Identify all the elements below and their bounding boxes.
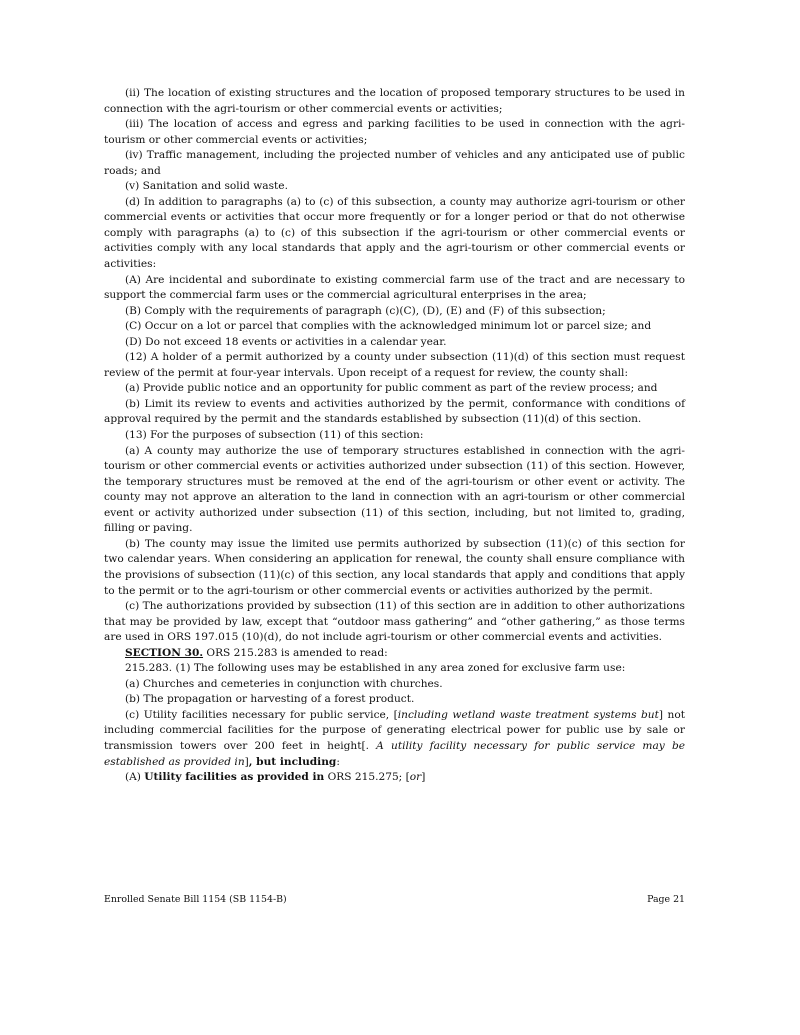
paragraph (104, 708, 685, 770)
paragraph (104, 319, 685, 335)
paragraph-run: (a) Churches and cemeteries in conjunction with churches. (125, 677, 443, 690)
footer-page-number: Page 21 (647, 894, 685, 905)
paragraph (104, 195, 685, 273)
paragraph-run: or (409, 771, 422, 784)
paragraph (104, 428, 685, 444)
paragraph (104, 599, 685, 646)
paragraph-run: (A) Are incidental and subordinate to existing commercial farm use of the tract and are necessary to support the commercial farm uses or the commercial agricultural enterprises in the area; (104, 273, 685, 302)
paragraph-run: Utility facilities as provided in (144, 771, 325, 784)
paragraph (104, 117, 685, 148)
paragraph (104, 444, 685, 537)
paragraph-run: ORS 215.283 is amended to read: (203, 646, 388, 659)
section-heading: SECTION 30. (125, 646, 204, 659)
paragraph-run: (12) A holder of a permit authorized by a county under subsection (11)(d) of this section must request review of the permit at four-year intervals. Upon receipt of a request for review, the county shall: (104, 351, 685, 379)
paragraph (104, 646, 685, 662)
paragraph-run: (a) Provide public notice and an opportunity for public comment as part of the review process; and (125, 382, 658, 395)
paragraph (104, 273, 685, 304)
paragraph-run: including wetland waste treatment systems but (397, 708, 659, 721)
paragraph-run: (C) Occur on a lot or parcel that complies with the acknowledged minimum lot or parcel size; and (125, 320, 652, 333)
paragraph-run: (c) The authorizations provided by subsection (11) of this section are in addition to other authorizations that may be provided by law, except that “outdoor mass gathering” and “other gathering,” as those terms are used in ORS 197.015 (10)(d), do not include agri-tourism or other commercial events and activities. (104, 600, 685, 644)
paragraph-run: (iii) The location of access and egress and parking facilities to be used in connection with the agri-tourism or other commercial events or activities; (104, 118, 685, 146)
paragraph-run: , but including (248, 755, 337, 768)
paragraph-run: : (336, 755, 340, 768)
paragraph-run: (c) Utility facilities necessary for public service, [ (125, 708, 398, 721)
paragraph-run: (a) A county may authorize the use of temporary structures established in connection with the agri-tourism or other commercial events or activities authorized under subsection (11) of this section. However, the temporary structures must be removed at the end of the agri-tourism or other event or activity. The county may not approve an alteration to the land in connection with an agri-tourism or other commercial event or activity authorized under subsection (11) of this section, including, but not limited to, grading, filling or paving. (104, 444, 685, 535)
paragraph-run: (b) Limit its review to events and activities authorized by the permit, conformance with conditions of approval required by the permit and the standards established by subsection (11)(d) of this section. (104, 397, 685, 426)
paragraph-run: ] (421, 771, 426, 784)
paragraph-run: ] not including commercial facilities for the purpose of generating electrical power for public use by sale or transmission towers over 200 feet in height[. (104, 708, 685, 752)
paragraph (104, 770, 685, 786)
paragraph (104, 335, 685, 351)
paragraph (104, 537, 685, 599)
paragraph-run: A utility facility necessary for public service may be established as provided in (104, 739, 685, 768)
paragraph (104, 677, 685, 693)
paragraph (104, 86, 685, 117)
paragraph-run: (A) (125, 771, 145, 784)
footer-bill-name: Enrolled Senate Bill 1154 (SB 1154-B) (104, 894, 287, 905)
paragraph-run: (D) Do not exceed 18 events or activities in a calendar year. (125, 335, 447, 348)
page-footer (104, 894, 685, 905)
paragraph (104, 692, 685, 708)
paragraph-run: ] (244, 755, 249, 768)
paragraph-run: ORS 215.275; [ (324, 771, 410, 784)
paragraph (104, 397, 685, 428)
bill-body-text (104, 86, 685, 786)
paragraph-run: (13) For the purposes of subsection (11) of this section: (125, 429, 424, 442)
paragraph-run: (b) The county may issue the limited use permits authorized by subsection (11)(c) of this section for two calendar years. When considering an application for renewal, the county shall ensure compliance with the provisions of subsection (11)(c) of this section, any local standards that apply and conditions that apply to the permit or to the agri-tourism or other commercial events or activities authorized by the permit. (104, 537, 685, 597)
paragraph (104, 148, 685, 179)
paragraph-run: (b) The propagation or harvesting of a forest product. (125, 693, 415, 706)
paragraph-run: (v) Sanitation and solid waste. (125, 180, 288, 193)
paragraph (104, 350, 685, 381)
paragraph-run: 215.283. (1) The following uses may be established in any area zoned for exclusive farm use: (125, 662, 626, 675)
paragraph-run: (B) Comply with the requirements of paragraph (c)(C), (D), (E) and (F) of this subsection; (125, 304, 606, 317)
paragraph (104, 179, 685, 195)
paragraph-run: (ii) The location of existing structures and the location of proposed temporary structures to be used in connection with the agri-tourism or other commercial events or activities; (104, 87, 685, 115)
paragraph-run: (iv) Traffic management, including the projected number of vehicles and any anticipated use of public roads; and (104, 149, 685, 177)
paragraph (104, 304, 685, 320)
paragraph-run: (d) In addition to paragraphs (a) to (c) of this subsection, a county may authorize agri-tourism or other commercial events or activities that occur more frequently or for a longer period or that do not otherwise comply with paragraphs (a) to (c) of this subsection if the agri-tourism or other commercial events or activities comply with any local standards that apply and the agri-tourism or other commercial events or activities: (104, 195, 685, 271)
paragraph (104, 381, 685, 397)
paragraph (104, 661, 685, 677)
